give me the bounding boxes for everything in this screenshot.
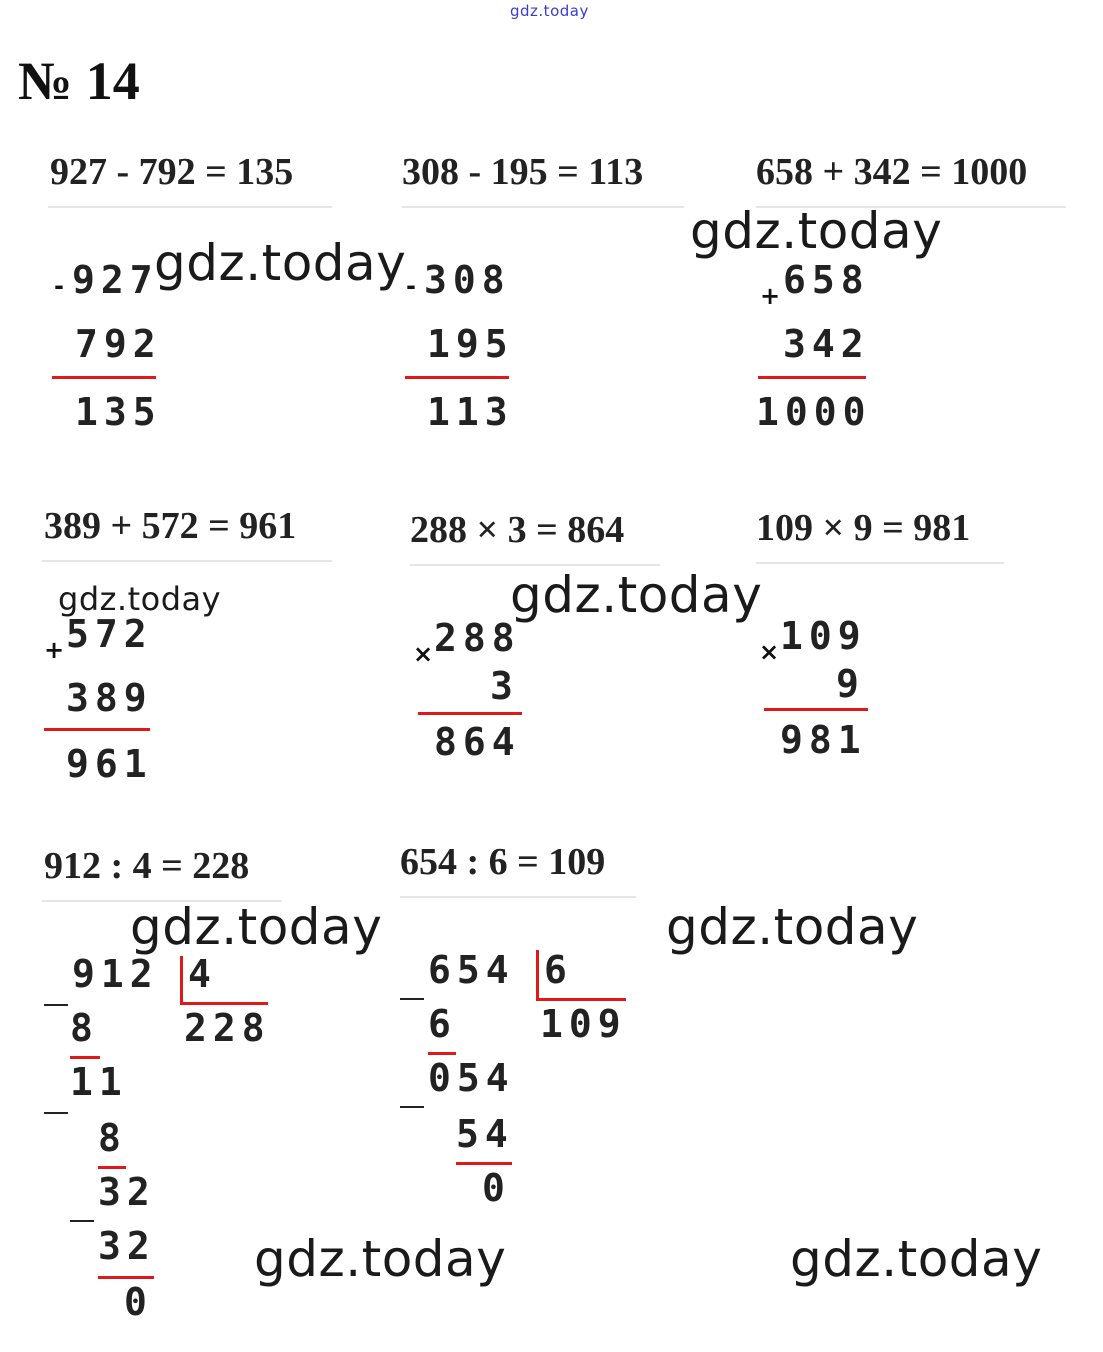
- step-line: [98, 1166, 126, 1169]
- minus-sign: [400, 1106, 424, 1108]
- division-remainder: 0: [482, 1166, 511, 1210]
- equation-7: 912 : 4 = 228: [44, 845, 250, 887]
- equation-6: 109 × 9 = 981: [756, 507, 971, 549]
- result-line: [405, 376, 509, 379]
- step-line: [70, 1056, 100, 1059]
- watermark: gdz.today: [154, 234, 407, 292]
- watermark: gdz.today: [690, 202, 943, 260]
- division-step: 6: [428, 1002, 457, 1046]
- column-result: 113: [427, 390, 514, 434]
- divisor: 4: [188, 952, 217, 996]
- division-bracket: [180, 956, 183, 1004]
- column-mid: 792: [75, 322, 162, 366]
- step-line: [98, 1276, 154, 1279]
- result-line: [764, 708, 868, 711]
- watermark: gdz.today: [130, 898, 383, 956]
- column-result: 864: [434, 720, 521, 764]
- minus-sign: [400, 998, 424, 1000]
- division-step: 11: [70, 1060, 128, 1104]
- dividend: 912: [72, 952, 159, 996]
- plus-sign: +: [44, 636, 65, 664]
- watermark: gdz.today: [790, 1230, 1043, 1288]
- minus-sign: [44, 1004, 68, 1006]
- page-title: № 14: [18, 51, 140, 111]
- watermark: gdz.today: [666, 898, 919, 956]
- column-mid: 342: [783, 322, 870, 366]
- result-line: [44, 728, 150, 731]
- column-top: 288: [434, 616, 521, 660]
- division-remainder: 0: [124, 1280, 153, 1324]
- step-line: [456, 1162, 512, 1165]
- column-mid: 9: [836, 662, 865, 706]
- result-line: [52, 376, 156, 379]
- watermark: gdz.today: [58, 580, 222, 618]
- minus-sign: [70, 1220, 94, 1222]
- division-step: 32: [98, 1224, 156, 1268]
- watermark: gdz.today: [254, 1230, 507, 1288]
- equation-3: 658 + 342 = 1000: [756, 151, 1028, 193]
- equation-underline: [756, 562, 1004, 564]
- equation-1: 927 - 792 = 135: [50, 151, 294, 193]
- minus-sign: -: [54, 272, 64, 300]
- division-step: 54: [456, 1112, 514, 1156]
- division-bracket: [180, 1002, 268, 1005]
- division-step: 8: [98, 1116, 127, 1160]
- column-result: 135: [75, 390, 162, 434]
- column-top: 927: [72, 258, 159, 302]
- column-result: 1000: [756, 390, 872, 434]
- division-bracket: [536, 998, 626, 1001]
- division-bracket: [536, 950, 539, 1000]
- equation-2: 308 - 195 = 113: [402, 151, 644, 193]
- top-watermark: gdz.today: [510, 2, 589, 20]
- equation-8: 654 : 6 = 109: [400, 841, 606, 883]
- column-top: 572: [66, 612, 153, 656]
- plus-sign: +: [760, 282, 781, 310]
- division-step: 054: [428, 1056, 515, 1100]
- minus-sign: -: [406, 272, 416, 300]
- equation-4: 389 + 572 = 961: [44, 505, 297, 547]
- divisor: 6: [544, 948, 573, 992]
- column-result: 981: [780, 718, 867, 762]
- equation-underline: [402, 206, 684, 208]
- column-mid: 3: [490, 664, 519, 708]
- column-top: 658: [783, 258, 870, 302]
- equation-underline: [400, 896, 636, 898]
- equation-5: 288 × 3 = 864: [410, 509, 625, 551]
- column-result: 961: [66, 742, 153, 786]
- division-step: 8: [70, 1006, 99, 1050]
- quotient: 109: [540, 1002, 627, 1046]
- equation-underline: [48, 206, 332, 208]
- dividend: 654: [428, 948, 515, 992]
- result-line: [758, 376, 866, 379]
- times-sign: ×: [759, 638, 780, 666]
- division-step: 32: [98, 1170, 156, 1214]
- column-top: 109: [780, 614, 867, 658]
- column-mid: 195: [427, 322, 514, 366]
- watermark: gdz.today: [510, 566, 763, 624]
- step-line: [428, 1052, 456, 1055]
- equation-underline: [42, 560, 332, 562]
- minus-sign: [44, 1112, 68, 1114]
- column-top: 308: [424, 258, 511, 302]
- quotient: 228: [184, 1006, 271, 1050]
- column-mid: 389: [66, 676, 153, 720]
- result-line: [418, 712, 522, 715]
- times-sign: ×: [413, 640, 434, 668]
